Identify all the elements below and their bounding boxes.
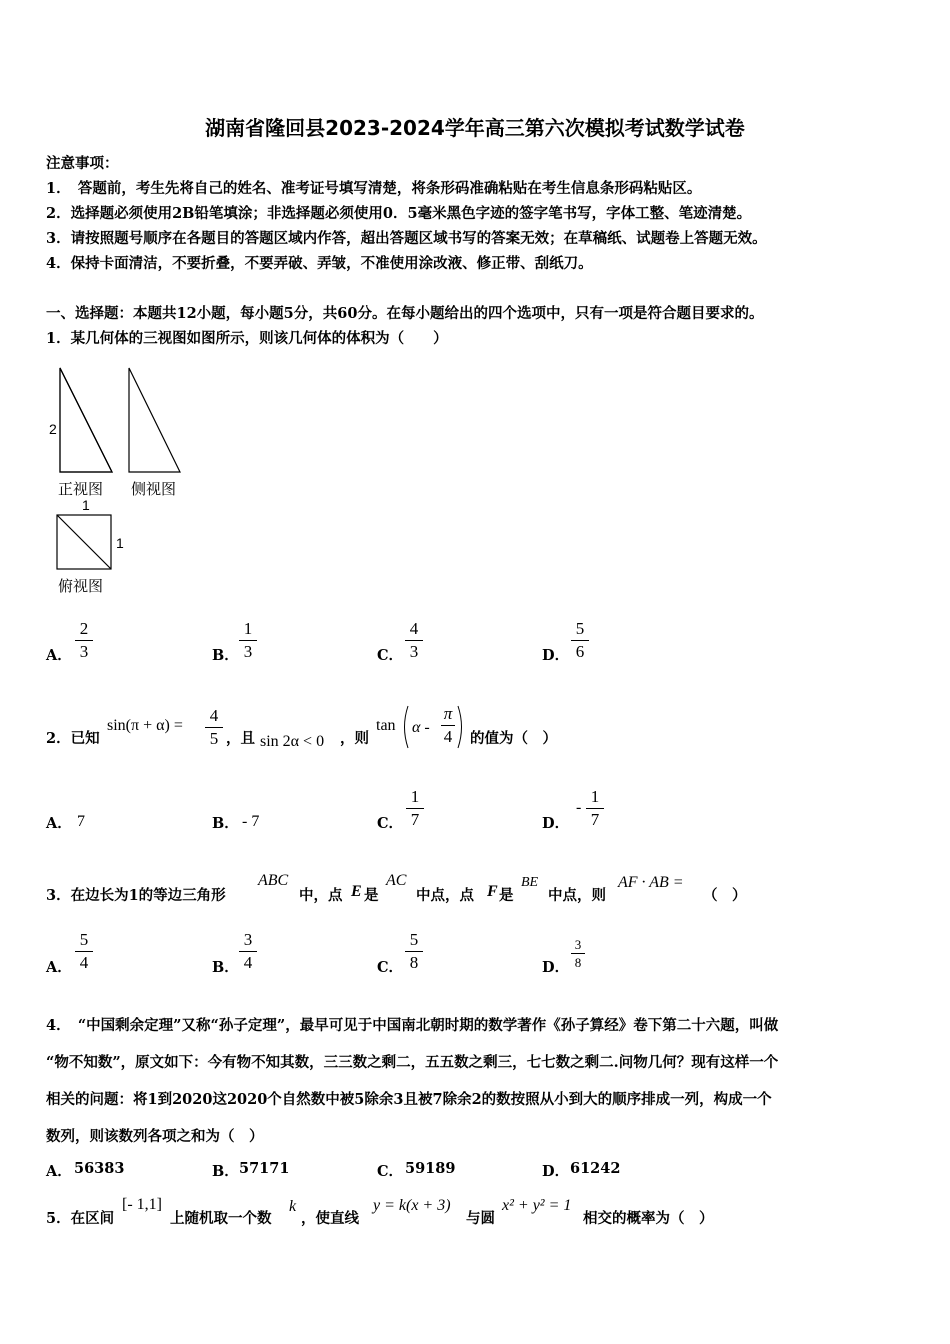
q2-mid: ，且 [226, 730, 255, 747]
q1-option-b-value: 1 3 [239, 619, 257, 662]
q5-text-2: 上随机取一个数 [170, 1210, 272, 1227]
q3-option-c-value: 5 8 [405, 930, 423, 973]
q5-text-5: 相交的概率为（ ） [583, 1210, 714, 1227]
q4-option-b-value: 57171 [239, 1160, 290, 1177]
page-title: 湖南省隆回县2023-2024学年高三第六次模拟考试数学试卷 [205, 116, 745, 140]
side-view-label: 侧视图 [131, 480, 177, 498]
q1-option-c-letter: C． [377, 647, 404, 664]
q4-line: 4． “中国剩余定理”又称“孙子定理”，最早可见于中国南北朝时期的数学著作《孙子算经》卷下第二十六题，叫做 [46, 1017, 779, 1034]
q2-sin-value: 4 5 [205, 706, 223, 749]
q3-segment-be: BE [521, 875, 539, 890]
q4-option-a-letter: A． [46, 1163, 72, 1180]
q4-line: “物不知数”，原文如下：今有物不知其数，三三数之剩二，五五数之剩三，七七数之剩二.问物几何？现有这样一个 [46, 1054, 779, 1071]
q4-option-c-value: 59189 [405, 1160, 456, 1177]
top-view-label: 俯视图 [58, 577, 104, 595]
q4-option-b-letter: B． [212, 1163, 239, 1180]
top-view [57, 515, 111, 569]
q3-text-7: （ ） [703, 887, 747, 904]
notice-item: 1． 答题前，考生先将自己的姓名、准考证号填写清楚，将条形码准确粘贴在考生信息条形码粘贴区。 [46, 180, 702, 197]
q4-line: 数列，则该数列各项之和为（ ） [46, 1128, 264, 1145]
q3-option-b-letter: B． [212, 959, 239, 976]
q3-text-5: 是 [499, 887, 514, 904]
q1-option-a-letter: A． [46, 647, 72, 664]
notice-heading: 注意事项： [46, 155, 119, 172]
q2-option-c-value: 1 7 [406, 787, 424, 830]
q2-option-a-value: 7 [77, 813, 85, 830]
q2-suffix: 的值为（ ） [470, 730, 557, 747]
q5-k: k [289, 1198, 297, 1215]
q4-option-c-letter: C． [377, 1163, 404, 1180]
q3-option-d-letter: D． [542, 959, 570, 976]
q2-paren [400, 704, 470, 750]
q2-pi-over-4: π 4 [441, 704, 455, 747]
top-width-label: 1 [82, 497, 90, 513]
q3-option-a-value: 5 4 [75, 930, 93, 973]
q3-point-e: E [351, 883, 362, 900]
q3-option-c-letter: C． [377, 959, 404, 976]
q3-option-d-value: 3 8 [571, 937, 585, 970]
q5-text-3: ，使直线 [301, 1210, 359, 1227]
q2-condition: sin 2α < 0 [260, 733, 325, 750]
q5-text-1: 5．在区间 [46, 1210, 115, 1227]
q2-option-b-value: - 7 [242, 813, 260, 830]
q5-text-4: 与圆 [466, 1210, 495, 1227]
q5-line-equation: y = k(x + 3) [373, 1197, 451, 1214]
front-view [60, 368, 112, 472]
side-view [129, 368, 180, 472]
q3-text-4: 中点，点 [416, 887, 474, 904]
q5-circle-equation: x² + y² = 1 [502, 1197, 572, 1214]
q4-option-d-letter: D． [542, 1163, 570, 1180]
q3-text-3: 是 [364, 887, 379, 904]
q2-prefix: 2．已知 [46, 730, 100, 747]
q5-interval: [- 1,1] [122, 1196, 162, 1213]
q1-stem: 1．某几何体的三视图如图所示，则该几何体的体积为（ ） [46, 330, 448, 347]
q2-option-d-value: 1 7 [586, 787, 604, 830]
q1-option-d-value: 5 6 [571, 619, 589, 662]
q2-tan: tan [376, 717, 396, 734]
q3-text-2: 中，点 [299, 887, 343, 904]
q1-option-b-letter: B． [212, 647, 239, 664]
q3-option-a-letter: A． [46, 959, 72, 976]
q2-option-c-letter: C． [377, 815, 404, 832]
top-depth-label: 1 [116, 535, 124, 551]
q1-option-d-letter: D． [542, 647, 570, 664]
q4-option-d-value: 61242 [570, 1160, 621, 1177]
front-view-label: 正视图 [58, 480, 104, 498]
height-label: 2 [49, 421, 57, 437]
q4-line: 相关的问题：将1到2020这2020个自然数中被5除余3且被7除余2的数按照从小到大的顺序排成一列，构成一个 [46, 1091, 772, 1108]
q2-option-b-letter: B． [212, 815, 239, 832]
q3-dot-product: AF · AB = [618, 874, 684, 891]
notice-item: 2．选择题必须使用2B铅笔填涂；非选择题必须使用0．5毫米黑色字迹的签字笔书写，字体工整、笔迹清楚。 [46, 205, 752, 222]
q2-option-d-sign: - [576, 799, 582, 816]
q4-option-a-value: 56383 [74, 1160, 125, 1177]
q1-option-a-value: 2 3 [75, 619, 93, 662]
q3-triangle: ABC [258, 872, 289, 889]
q2-tan-arg: α - [412, 719, 430, 736]
q2-mid2: ，则 [340, 730, 369, 747]
notice-item: 4．保持卡面清洁，不要折叠，不要弄破、弄皱，不准使用涂改液、修正带、刮纸刀。 [46, 255, 593, 272]
q3-text-6: 中点，则 [548, 887, 606, 904]
q2-option-a-letter: A． [46, 815, 72, 832]
q3-point-f: F [487, 883, 498, 900]
notice-item: 3．请按照题号顺序在各题目的答题区域内作答，超出答题区域书写的答案无效；在草稿纸、试题卷上答题无效。 [46, 230, 767, 247]
q3-option-b-value: 3 4 [239, 930, 257, 973]
section-heading: 一、选择题：本题共12小题，每小题5分，共60分。在每小题给出的四个选项中，只有一项是符合题目要求的。 [46, 305, 764, 322]
q2-sin-expr: sin(π + α) = [107, 717, 183, 734]
q1-option-c-value: 4 3 [405, 619, 423, 662]
q3-text-1: 3．在边长为1的等边三角形 [46, 887, 226, 904]
q2-option-d-letter: D． [542, 815, 570, 832]
q3-segment-ac: AC [386, 872, 407, 889]
